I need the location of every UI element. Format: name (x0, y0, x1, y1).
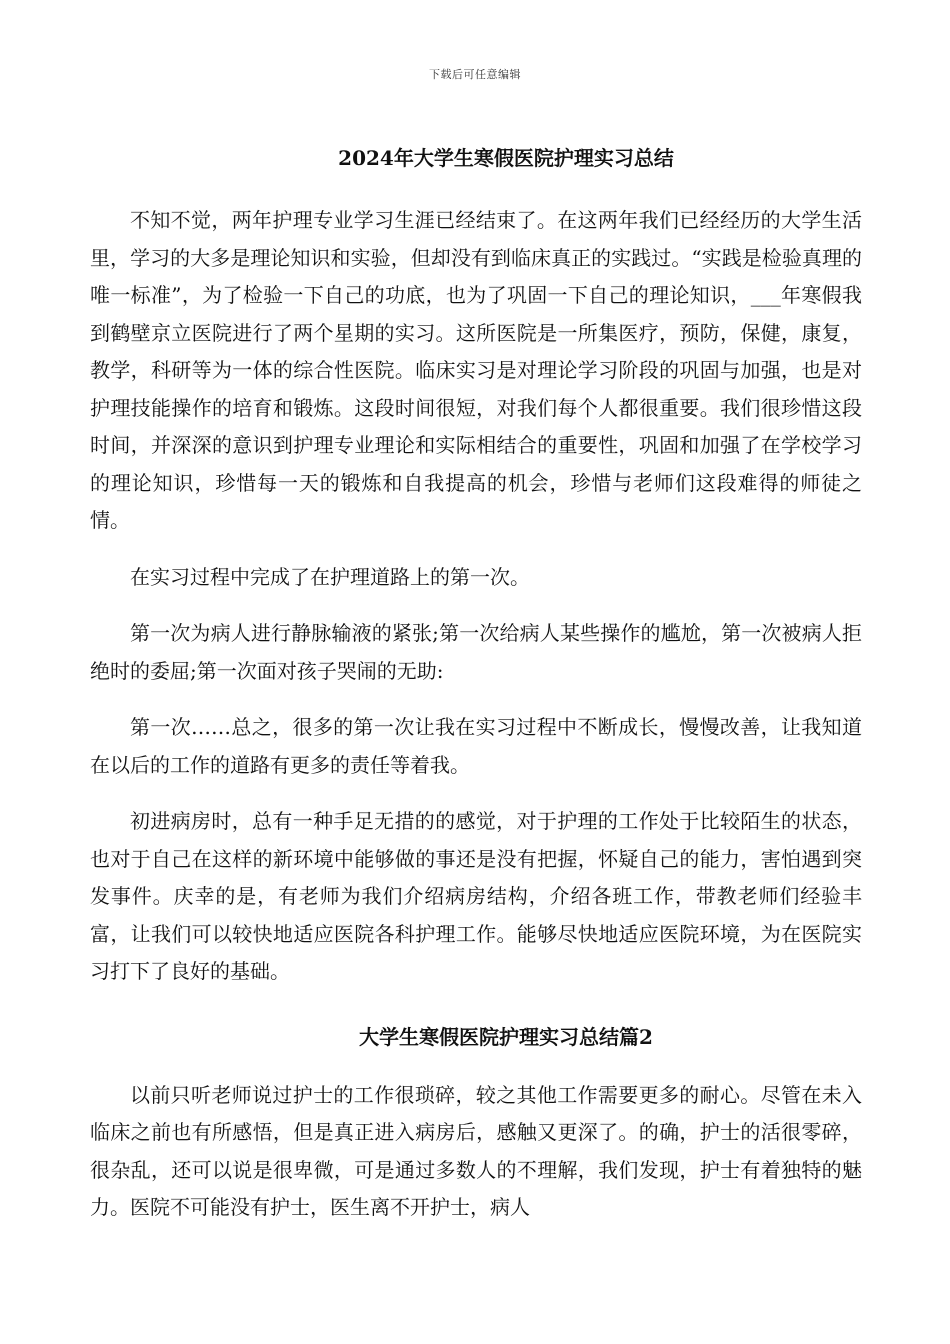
paragraph: 第一次……总之，很多的第一次让我在实习过程中不断成长，慢慢改善，让我知道在以后的工作的道路有更多的责任等着我。 (90, 715, 862, 777)
paragraph: 在实习过程中完成了在护理道路上的第一次。 (130, 564, 530, 589)
document-body (90, 140, 862, 1246)
paragraph: 以前只听老师说过护士的工作很琐碎，较之其他工作需要更多的耐心。尽管在未入临床之前也有所感悟，但是真正进入病房后，感触又更深了。的确，护士的活很零碎，很杂乱，还可以说是很卑微，可是通过多数人的不理解，我们发现，护士有着独特的魅力。医院不可能没有护士，医生离不开护士，病人 (90, 1082, 862, 1219)
paragraph: 不知不觉，两年护理专业学习生涯已经结束了。在这两年我们已经经历的大学生活里，学习的大多是理论知识和实验，但却没有到临床真正的实践过。“实践是检验真理的唯一标准”，为了检验一下自己的功底，也为了巩固一下自己的理论知识，___年寒假我到鹤壁京立医院进行了两个星期的实习。这所医院是一所集医疗，预防，保健，康复，教学，科研等为一体的综合性医院。临床实习是对理论学习阶段的巩固与加强，也是对护理技能操作的培育和锻炼。这段时间很短，对我们每个人都很重要。我们很珍惜这段时间，并深深的意识到护理专业理论和实际相结合的重要性，巩固和加强了在学校学习的理论知识，珍惜每一天的锻炼和自我提高的机会，珍惜与老师们这段难得的师徒之情。 (90, 208, 862, 532)
paragraph: 第一次为病人进行静脉输液的紧张;第一次给病人某些操作的尴尬，第一次被病人拒绝时的委屈;第一次面对孩子哭闹的无助: (90, 621, 862, 683)
header-note: 下载后可任意编辑 (429, 68, 521, 81)
document-title: 2024年大学生寒假医院护理实习总结 (338, 146, 674, 170)
paragraph: 初进病房时，总有一种手足无措的的感觉，对于护理的工作处于比较陌生的状态，也对于自己在这样的新环境中能够做的事还是没有把握，怀疑自己的能力，害怕遇到突发事件。庆幸的是，有老师为我们介绍病房结构，介绍各班工作，带教老师们经验丰富，让我们可以较快地适应医院各科护理工作。能够尽快地适应医院环境，为在医院实习打下了良好的基础。 (90, 809, 862, 983)
section-title: 大学生寒假医院护理实习总结篇2 (359, 1024, 653, 1049)
